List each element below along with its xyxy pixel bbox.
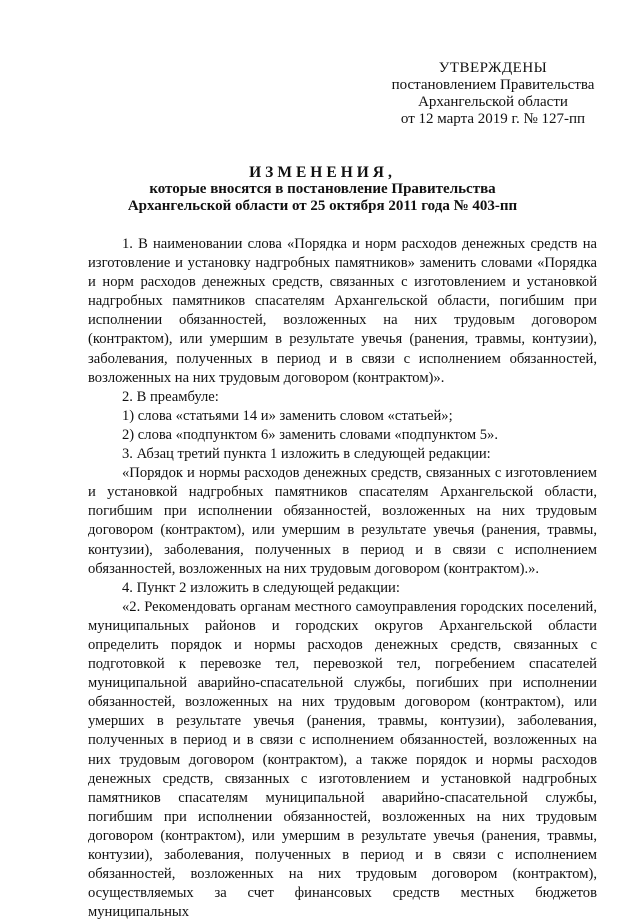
- paragraph-item-2: 2. В преамбуле:: [122, 388, 219, 405]
- paragraph-item-4: 4. Пункт 2 изложить в следующей редакции:: [122, 579, 400, 596]
- title-line-2: которые вносятся в постановление Правительства: [149, 181, 496, 197]
- document-body: [88, 235, 597, 922]
- approval-stamp: [378, 60, 608, 128]
- title-line-3: Архангельской области от 25 октября 2011 года № 403-пп: [127, 198, 518, 214]
- approval-line-1: постановлением Правительства: [391, 77, 595, 93]
- document-title: [90, 164, 555, 215]
- paragraph-quote-1: «Порядок и нормы расходов денежных средств, связанных с изготовлением и установкой надгробных памятников спасателям Архангельской области, погибшим при исполнении обязанностей, возложенных на них трудовым договором (контрактом), или умершим в результате увечья (ранения, травмы, контузии), заболевания, полученных в период и в связи с исполнением обязанностей, возложенных на них трудовым договором (контрактом).».: [88, 465, 597, 577]
- approval-heading: УТВЕРЖДЕНЫ: [438, 60, 548, 76]
- paragraph-item-1: 1. В наименовании слова «Порядка и норм расходов денежных средств на изготовление и установку надгробных памятников» заменить словами «Порядка и норм расходов денежных средств, связанных с изготовлением и установкой надгробных памятников спасателям Архангельской области, погибшим при исполнении обязанностей, возложенных на них трудовым договором (контрактом), или умершим в результате увечья (ранения, травмы, контузии), заболевания, полученных в период и в связи с исполнением обязанностей, возложенных на них трудовым договором (контрактом)».: [88, 236, 597, 386]
- title-main: ИЗМЕНЕНИЯ,: [249, 164, 396, 181]
- paragraph-quote-2: «2. Рекомендовать органам местного самоуправления городских поселений, муниципальных районов и городских округов Архангельской области определить порядок и нормы расходов денежных средств, связанных с подготовкой к перевозке тел, перевозкой тел, погребением спасателей муниципальной аварийно-спасательной службы, погибших при исполнении обязанностей, возложенных на них трудовым договором (контрактом), или умерших в результате увечья (ранения, травмы, контузии), заболевания, полученных в период и в связи с исполнением обязанностей, возложенных на них трудовым договором (контрактом), а также порядок и нормы расходов денежных средств, связанных с изготовлением и установкой надгробных памятников спасателям муниципальной аварийно-спасательной службы, погибшим при исполнении обязанностей, возложенных на них трудовым договором (контрактом), или умершим в результате увечья (ранения, травмы, контузии), заболевания, полученных в период и в связи с исполнением обязанностей, возложенных на них трудовым договором (контрактом), осуществляемых за счет финансовых средств местных бюджетов муниципальных: [88, 598, 597, 921]
- approval-line-2: Архангельской области: [418, 94, 568, 110]
- paragraph-subitem-2: 2) слова «подпунктом 6» заменить словами «подпунктом 5».: [122, 426, 498, 443]
- paragraph-subitem-1: 1) слова «статьями 14 и» заменить словом «статьей»;: [122, 407, 453, 424]
- approval-line-3: от 12 марта 2019 г. № 127-пп: [400, 111, 586, 127]
- paragraph-item-3: 3. Абзац третий пункта 1 изложить в следующей редакции:: [122, 446, 491, 463]
